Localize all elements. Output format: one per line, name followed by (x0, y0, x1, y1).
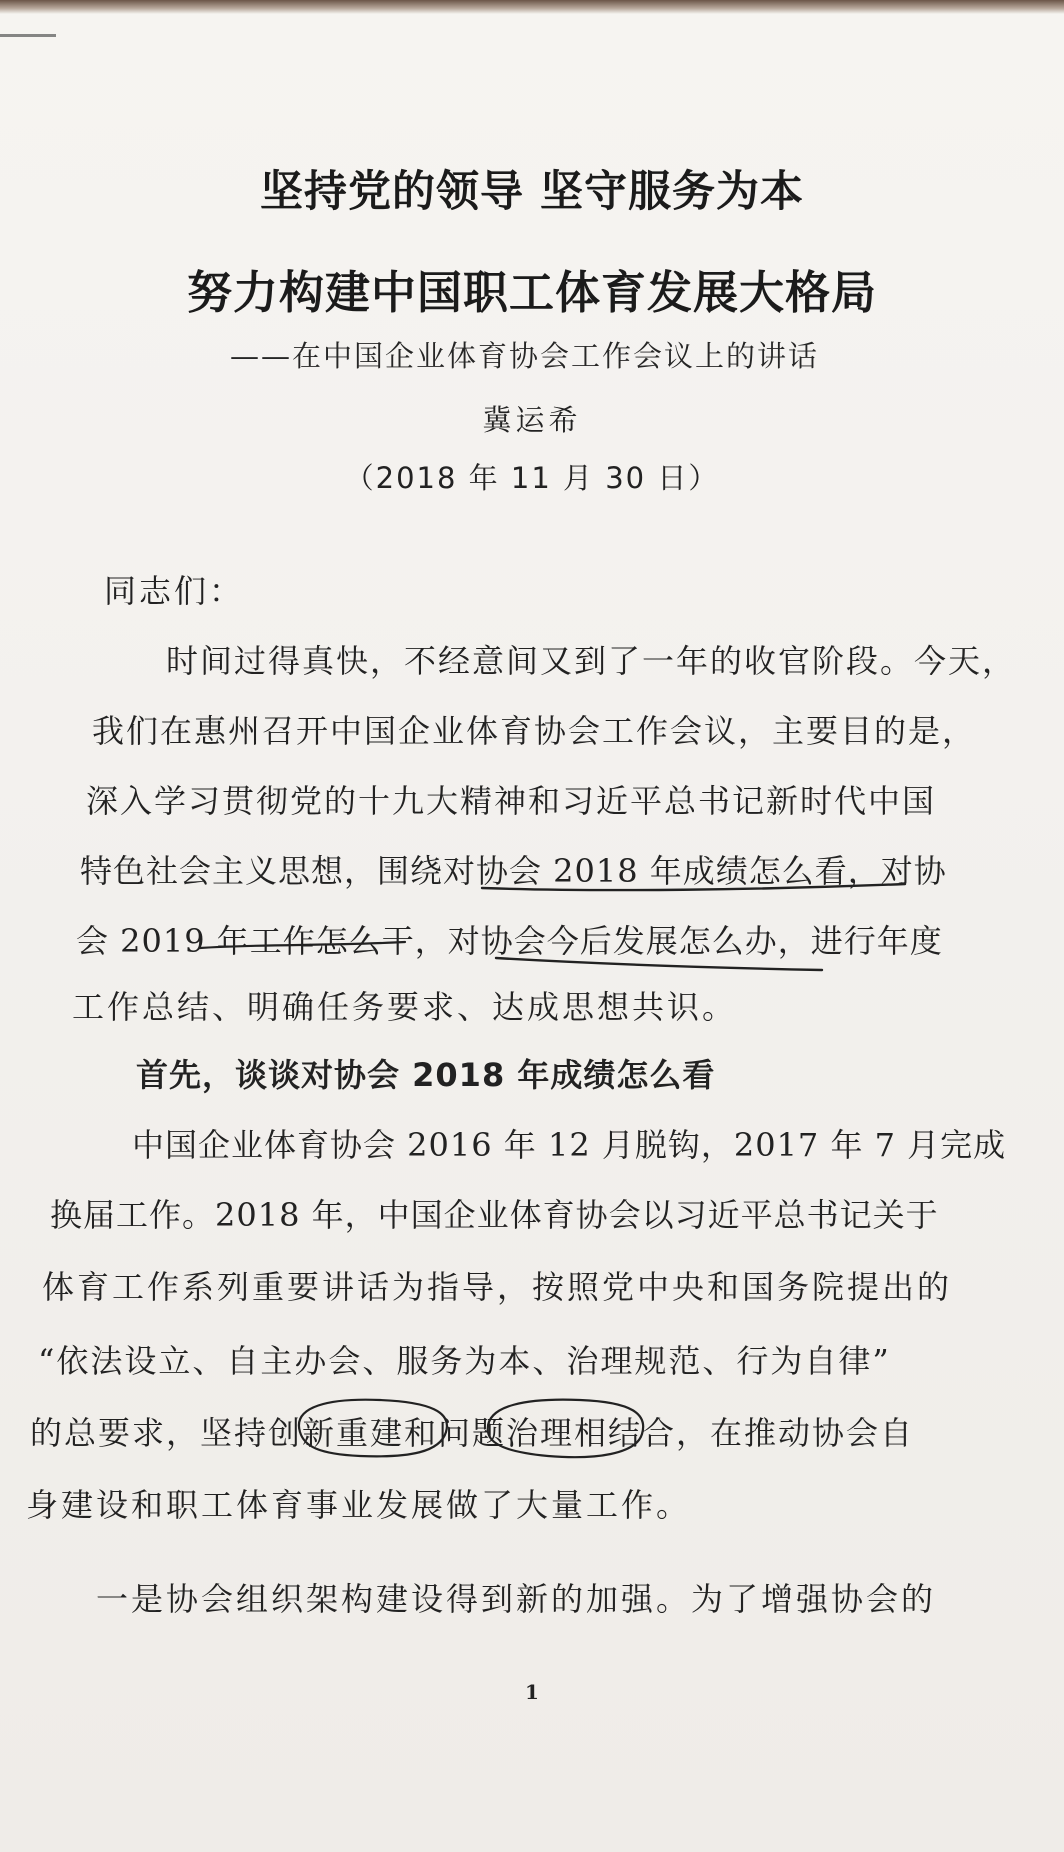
subtitle: ——在中国企业体育协会工作会议上的讲话 (230, 339, 820, 373)
speech-date: （2018 年 11 月 30 日） (344, 461, 720, 495)
page-top-edge (0, 0, 1064, 14)
paragraph-line: 深入学习贯彻党的十九大精神和习近平总书记新时代中国 (86, 782, 937, 820)
page-number: 1 (525, 1680, 539, 1704)
greeting-line: 同志们： (104, 572, 245, 610)
title-line-2: 努力构建中国职工体育发展大格局 (186, 266, 877, 319)
paragraph-line: “依法设立、自主办会、服务为本、治理规范、行为自律” (38, 1342, 891, 1380)
title-line-1: 坚持党的领导 坚守服务为本 (260, 167, 804, 217)
paragraph-line: 工作总结、明确任务要求、达成思想共识。 (72, 988, 738, 1026)
paragraph-line: 特色社会主义思想，围绕对协会 2018 年成绩怎么看，对协 (80, 852, 947, 890)
paragraph-line: 一是协会组织架构建设得到新的加强。为了增强协会的 (96, 1580, 937, 1618)
paragraph-line: 会 2019 年工作怎么干，对协会今后发展怎么办，进行年度 (76, 922, 943, 960)
paragraph-line: 换届工作。2018 年，中国企业体育协会以习近平总书记关于 (50, 1196, 939, 1234)
paragraph-line: 中国企业体育协会 2016 年 12 月脱钩，2017 年 7 月完成 (132, 1126, 1007, 1164)
paragraph-line: 体育工作系列重要讲话为指导，按照党中央和国务院提出的 (42, 1268, 953, 1306)
edge-mark (0, 34, 56, 37)
paragraph-line: 的总要求，坚持创新重建和问题治理相结合，在推动协会自 (30, 1414, 915, 1452)
paragraph-line: 时间过得真快，不经意间又到了一年的收官阶段。今天， (166, 642, 1017, 680)
section-heading: 首先，谈谈对协会 2018 年成绩怎么看 (136, 1056, 716, 1094)
paragraph-line: 我们在惠州召开中国企业体育协会工作会议，主要目的是， (92, 712, 977, 750)
speaker-name: 冀运希 (482, 403, 582, 437)
paragraph-line: 身建设和职工体育事业发展做了大量工作。 (26, 1486, 692, 1524)
